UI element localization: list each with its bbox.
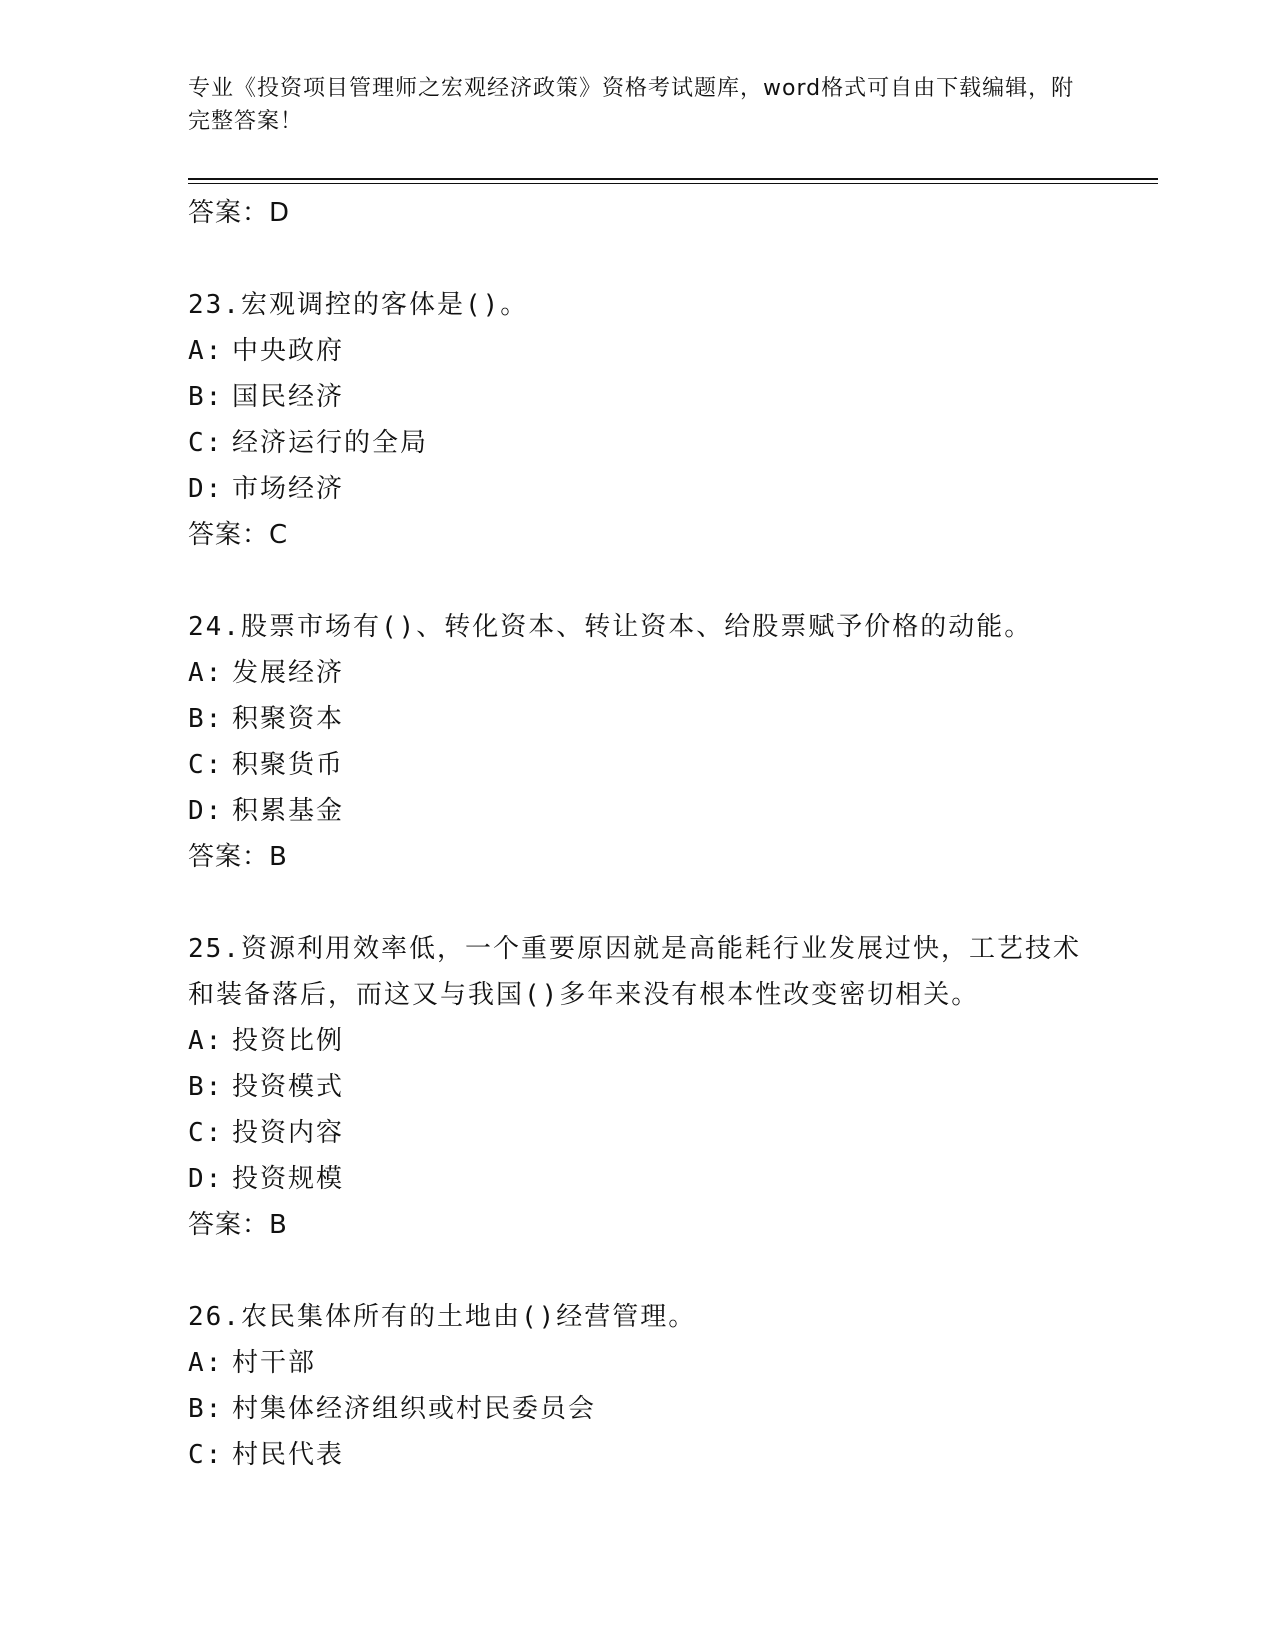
option-text: 投资规模 — [232, 1164, 345, 1194]
question-23-option-c — [188, 420, 1088, 466]
question-23-option-b — [188, 374, 1088, 420]
question-25-text: 25.资源利用效率低，一个重要原因就是高能耗行业发展过快，工艺技术和装备落后，而这又与我国()多年来没有根本性改变密切相关。 — [188, 934, 1081, 1010]
question-24-option-c — [188, 742, 1088, 788]
question-23-text: 23.宏观调控的客体是()。 — [188, 290, 529, 320]
option-key: D: — [188, 796, 224, 826]
option-key: D: — [188, 474, 224, 504]
option-key: A: — [188, 658, 224, 688]
question-26-option-c — [188, 1432, 1088, 1478]
option-key: C: — [188, 750, 224, 780]
option-text: 中央政府 — [232, 336, 345, 366]
option-text: 积聚资本 — [232, 704, 345, 734]
option-key: C: — [188, 428, 224, 458]
option-text: 村集体经济组织或村民委员会 — [232, 1394, 597, 1424]
question-24-text: 24.股票市场有()、转化资本、转让资本、给股票赋予价格的动能。 — [188, 612, 1033, 642]
option-text: 村干部 — [232, 1348, 317, 1378]
option-text: 积累基金 — [232, 796, 345, 826]
option-text: 积聚货币 — [232, 750, 345, 780]
question-26-option-b — [188, 1386, 1088, 1432]
option-key: B: — [188, 1394, 224, 1424]
question-26-text: 26.农民集体所有的土地由()经营管理。 — [188, 1302, 697, 1332]
spacer — [188, 880, 1088, 926]
question-24-option-a — [188, 650, 1088, 696]
option-text: 发展经济 — [232, 658, 345, 688]
spacer — [188, 558, 1088, 604]
option-key: B: — [188, 382, 224, 412]
option-key: A: — [188, 1026, 224, 1056]
header-divider-thin — [188, 183, 1158, 184]
page-header: 专业《投资项目管理师之宏观经济政策》资格考试题库，word格式可自由下载编辑，附完整答案！ — [188, 76, 1075, 134]
question-23-answer: 答案：C — [188, 520, 289, 550]
question-23-option-a — [188, 328, 1088, 374]
question-25-option-a — [188, 1018, 1088, 1064]
question-25-option-b — [188, 1064, 1088, 1110]
question-24-answer: 答案：B — [188, 842, 288, 872]
question-content — [188, 190, 1088, 1478]
question-26-option-a — [188, 1340, 1088, 1386]
option-key: C: — [188, 1118, 224, 1148]
option-text: 国民经济 — [232, 382, 345, 412]
option-key: D: — [188, 1164, 224, 1194]
option-text: 投资模式 — [232, 1072, 345, 1102]
option-key: A: — [188, 1348, 224, 1378]
option-text: 村民代表 — [232, 1440, 345, 1470]
spacer — [188, 1248, 1088, 1294]
question-24-option-b — [188, 696, 1088, 742]
question-25-option-c — [188, 1110, 1088, 1156]
previous-answer: 答案：D — [188, 198, 291, 228]
option-text: 投资内容 — [232, 1118, 345, 1148]
option-key: B: — [188, 1072, 224, 1102]
option-text: 经济运行的全局 — [232, 428, 429, 458]
question-24-option-d — [188, 788, 1088, 834]
option-key: A: — [188, 336, 224, 366]
option-text: 投资比例 — [232, 1026, 345, 1056]
option-text: 市场经济 — [232, 474, 345, 504]
question-25-option-d — [188, 1156, 1088, 1202]
question-25-answer: 答案：B — [188, 1210, 288, 1240]
header-divider-thick — [188, 178, 1158, 180]
option-key: B: — [188, 704, 224, 734]
spacer — [188, 236, 1088, 282]
option-key: C: — [188, 1440, 224, 1470]
question-23-option-d — [188, 466, 1088, 512]
